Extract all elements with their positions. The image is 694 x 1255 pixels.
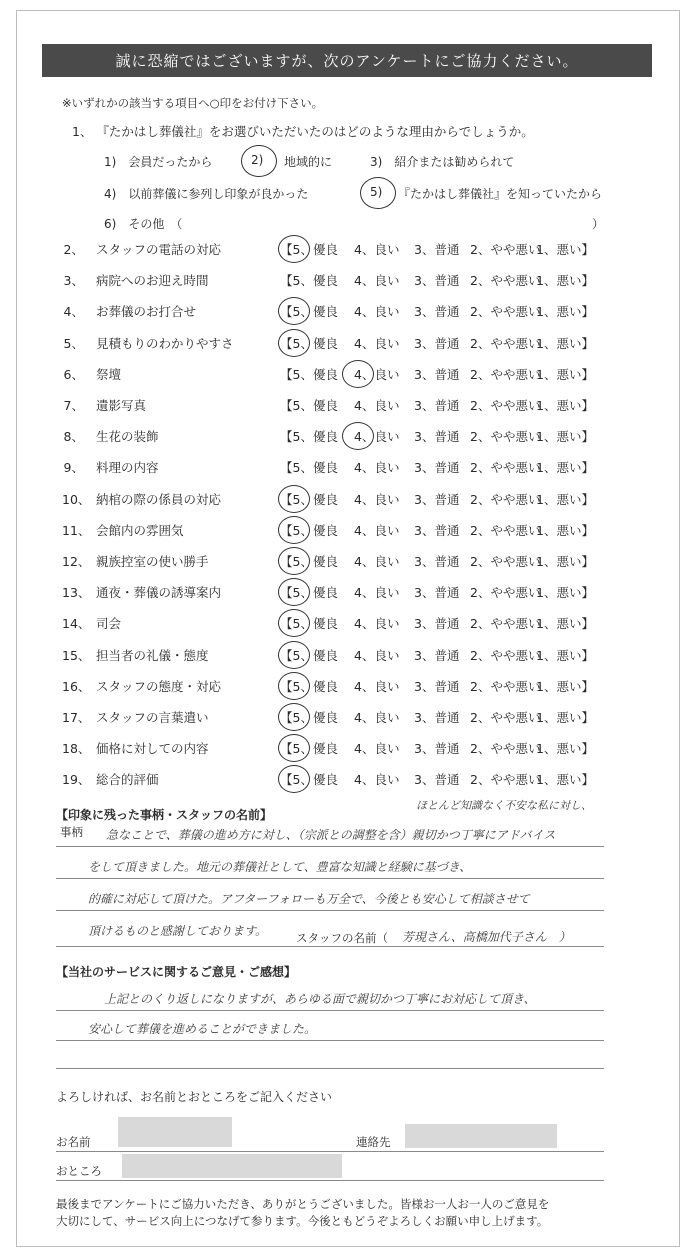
- rating-option[interactable]: 4、良い: [354, 522, 400, 538]
- rating-row-label: 生花の装飾: [96, 429, 159, 445]
- rating-row-number: 11、: [62, 522, 91, 538]
- rating-row-label: 病院へのお迎え時間: [96, 273, 209, 289]
- rating-row-number: 7、: [63, 398, 84, 413]
- rating-row-number: 14、: [62, 616, 91, 632]
- circle-mark: [278, 734, 310, 762]
- writing-line: [56, 1151, 604, 1152]
- rating-row-label: スタッフの電話の対応: [96, 242, 222, 257]
- footer-line-2: 大切にして、サービス向上につなげて参ります。今後ともどうぞよろしくお願い申し上げます。: [56, 1214, 549, 1228]
- rating-option[interactable]: 【5、優良: [280, 522, 338, 538]
- rating-option[interactable]: 3、普通: [414, 678, 460, 694]
- rating-row: [62, 271, 662, 291]
- rating-row: [62, 490, 662, 510]
- rating-option[interactable]: 3、普通: [414, 741, 460, 757]
- rating-option[interactable]: 【5、優良: [280, 710, 338, 725]
- rating-option[interactable]: 1、悪い】: [536, 741, 594, 757]
- rating-option[interactable]: 3、普通: [414, 554, 460, 569]
- rating-option[interactable]: 3、普通: [414, 772, 460, 788]
- circle-mark: [278, 609, 310, 637]
- rating-option[interactable]: 【5、優良: [280, 491, 338, 507]
- rating-option[interactable]: 2、やや悪い: [470, 242, 541, 257]
- impression-sub-label: 事柄: [60, 825, 83, 839]
- rating-option[interactable]: 2、やや悪い: [470, 398, 541, 413]
- impression-line-3: 的確に対応して頂けた。アフターフォローも万全で、今後とも安心して相談させて: [88, 892, 530, 906]
- rating-row-number: 19、: [62, 772, 91, 788]
- rating-row: [62, 458, 662, 478]
- rating-row: [62, 240, 662, 260]
- q1-option-4[interactable]: 4) 以前葬儀に参列し印象が良かった: [104, 187, 309, 201]
- circle-mark: [278, 329, 310, 357]
- rating-row-number: 4、: [63, 304, 84, 320]
- rating-row-label: 料理の内容: [96, 460, 159, 476]
- rating-option[interactable]: 4、良い: [354, 710, 400, 725]
- circle-mark: [278, 765, 310, 793]
- rating-option[interactable]: 2、やや悪い: [470, 304, 541, 320]
- rating-option[interactable]: 【5、優良: [280, 647, 338, 663]
- service-line-2: 安心して葬儀を進めることができました。: [88, 1022, 317, 1036]
- impression-line-2: をして頂きました。地元の葬儀社として、豊富な知識と経験に基づき、: [88, 860, 472, 874]
- circle-mark: [278, 516, 310, 544]
- q1-option-2-circle-mark: [241, 145, 277, 177]
- impression-line-1: 急なことで、葬儀の進め方に対し、（宗派との調整を含）親切かつ丁寧にアドバイス: [106, 828, 556, 842]
- rating-row-number: 8、: [63, 429, 84, 445]
- q1-option-1[interactable]: 1) 会員だったから: [104, 155, 213, 169]
- rating-option[interactable]: 4、良い: [354, 772, 400, 788]
- rating-row-number: 18、: [62, 741, 91, 757]
- rating-option[interactable]: 1、悪い】: [536, 460, 594, 476]
- rating-option[interactable]: 4、良い: [354, 647, 400, 663]
- rating-option[interactable]: 4、良い: [354, 304, 400, 320]
- rating-option[interactable]: 3、普通: [414, 366, 460, 382]
- rating-option[interactable]: 2、やや悪い: [470, 710, 541, 725]
- rating-option[interactable]: 3、普通: [414, 304, 460, 320]
- rating-option[interactable]: 2、やや悪い: [470, 616, 541, 632]
- rating-option[interactable]: 【5、優良: [280, 678, 338, 694]
- q1-option-5-num[interactable]: 5): [370, 185, 383, 199]
- circle-mark: [278, 485, 310, 513]
- rating-option[interactable]: 2、やや悪い: [470, 522, 541, 538]
- rating-row: [62, 365, 662, 385]
- rating-row: [62, 739, 662, 759]
- rating-option[interactable]: 【5、優良: [280, 273, 338, 289]
- rating-option[interactable]: 4、良い: [354, 429, 400, 445]
- q1-option-5-label: 『たかはし葬儀社』を知っていたから: [398, 187, 603, 201]
- q1-option-3[interactable]: 3) 紹介または勧められて: [370, 155, 515, 169]
- rating-option[interactable]: 1、悪い】: [536, 710, 594, 725]
- rating-option[interactable]: 2、やや悪い: [470, 585, 541, 601]
- rating-option[interactable]: 4、良い: [354, 741, 400, 757]
- rating-option[interactable]: 1、悪い】: [536, 366, 594, 382]
- rating-option[interactable]: 1、悪い】: [536, 678, 594, 694]
- circle-mark: [342, 422, 374, 450]
- rating-option[interactable]: 1、悪い】: [536, 522, 594, 538]
- circle-mark: [278, 235, 310, 263]
- rating-option[interactable]: 【5、優良: [280, 772, 338, 788]
- rating-option[interactable]: 3、普通: [414, 585, 460, 601]
- rating-row-label: スタッフの言葉遣い: [96, 710, 209, 725]
- rating-row-number: 6、: [63, 366, 84, 382]
- writing-line: [56, 878, 604, 879]
- writing-line: [56, 1010, 604, 1011]
- rating-row-label: 祭壇: [96, 366, 122, 382]
- rating-row: [62, 334, 662, 354]
- address-label: おところ: [56, 1164, 102, 1178]
- writing-line: [56, 946, 604, 947]
- rating-option[interactable]: 【5、優良: [280, 554, 338, 569]
- rating-row-number: 16、: [62, 678, 91, 694]
- rating-option[interactable]: 4、良い: [354, 242, 400, 257]
- rating-row-number: 12、: [62, 554, 91, 569]
- rating-option[interactable]: 3、普通: [414, 460, 460, 476]
- rating-row: [62, 302, 662, 322]
- rating-option[interactable]: 4、良い: [354, 616, 400, 632]
- rating-option[interactable]: 4、良い: [354, 366, 400, 382]
- rating-option[interactable]: 1、悪い】: [536, 554, 594, 569]
- impression-title: 【印象に残った事柄・スタッフの名前】: [56, 808, 273, 822]
- rating-option[interactable]: 1、悪い】: [536, 772, 594, 788]
- rating-option[interactable]: 4、良い: [354, 554, 400, 569]
- rating-row-number: 2、: [63, 242, 84, 257]
- rating-option[interactable]: 1、悪い】: [536, 647, 594, 663]
- rating-option[interactable]: 1、悪い】: [536, 242, 594, 257]
- writing-line: [56, 910, 604, 911]
- rating-option[interactable]: 1、悪い】: [536, 491, 594, 507]
- staff-name-value[interactable]: 芳現さん、高橋加代子さん ）: [402, 930, 571, 944]
- rating-option[interactable]: 3、普通: [414, 491, 460, 507]
- rating-option[interactable]: 3、普通: [414, 522, 460, 538]
- rating-option[interactable]: 1、悪い】: [536, 429, 594, 445]
- q1-option-5-circle-mark: [360, 177, 396, 209]
- rating-option[interactable]: 1、悪い】: [536, 304, 594, 320]
- rating-option[interactable]: 2、やや悪い: [470, 335, 541, 351]
- rating-option[interactable]: 4、良い: [354, 585, 400, 601]
- rating-option[interactable]: 2、やや悪い: [470, 678, 541, 694]
- impression-line-4: 頂けるものと感謝しております。: [88, 924, 268, 938]
- rating-option[interactable]: 3、普通: [414, 429, 460, 445]
- rating-row-number: 3、: [63, 273, 84, 289]
- rating-row-label: 遺影写真: [96, 398, 147, 413]
- rating-option[interactable]: 4、良い: [354, 460, 400, 476]
- footer-message: [56, 1196, 616, 1230]
- footer-line-1: 最後までアンケートにご協力いただき、ありがとうございました。皆様お一人お一人のご意見を: [56, 1197, 550, 1211]
- survey-header: 誠に恐縮ではございますが、次のアンケートにご協力ください。: [42, 44, 652, 77]
- circle-mark: [342, 360, 374, 388]
- q1-option-6-close: ）: [592, 217, 605, 231]
- instruction-note: ※いずれかの該当する項目へ○印をお付け下さい。: [62, 96, 324, 110]
- address-field-redacted[interactable]: [122, 1154, 342, 1178]
- rating-option[interactable]: 3、普通: [414, 242, 460, 257]
- rating-row: [62, 583, 662, 603]
- q1-option-2-num[interactable]: 2): [251, 153, 264, 167]
- rating-row-label: 見積もりのわかりやすさ: [96, 335, 234, 351]
- rating-row-label: 総合的評価: [96, 772, 159, 788]
- rating-row: [62, 770, 662, 790]
- rating-option[interactable]: 4、良い: [354, 273, 400, 289]
- writing-line: [56, 846, 604, 847]
- rating-option[interactable]: 4、良い: [354, 491, 400, 507]
- rating-option[interactable]: 3、普通: [414, 398, 460, 413]
- rating-option[interactable]: 2、やや悪い: [470, 429, 541, 445]
- rating-option[interactable]: 2、やや悪い: [470, 741, 541, 757]
- rating-option[interactable]: 【5、優良: [280, 335, 338, 351]
- circle-mark: [278, 578, 310, 606]
- rating-option[interactable]: 【5、優良: [280, 304, 338, 320]
- tel-field-redacted[interactable]: [405, 1124, 557, 1148]
- rating-option[interactable]: 2、やや悪い: [470, 647, 541, 663]
- rating-option[interactable]: 2、やや悪い: [470, 460, 541, 476]
- rating-option[interactable]: 1、悪い】: [536, 335, 594, 351]
- rating-option[interactable]: 2、やや悪い: [470, 554, 541, 569]
- q1-option-2-label: 地域的に: [284, 155, 333, 169]
- rating-row-label: 親族控室の使い勝手: [96, 554, 209, 569]
- circle-mark: [278, 672, 310, 700]
- q1-option-6[interactable]: 6) その他 （: [104, 217, 183, 231]
- rating-row-label: お葬儀のお打合せ: [96, 304, 197, 320]
- service-title: 【当社のサービスに関するご意見・ご感想】: [56, 965, 297, 979]
- rating-row-number: 17、: [62, 710, 91, 725]
- rating-row-label: 司会: [96, 616, 122, 632]
- rating-row-label: 通夜・葬儀の誘導案内: [96, 585, 222, 601]
- rating-option[interactable]: 2、やや悪い: [470, 273, 541, 289]
- writing-line: [56, 1068, 604, 1069]
- service-line-1: 上記とのくり返しになりますが、あらゆる面で親切かつ丁寧にお対応して頂き、: [104, 992, 536, 1006]
- impression-handwritten-note: ほとんど知識なく不安な私に対し、: [416, 799, 592, 812]
- writing-line: [56, 1180, 604, 1181]
- rating-option[interactable]: 【5、優良: [280, 616, 338, 632]
- rating-option[interactable]: 3、普通: [414, 710, 460, 725]
- circle-mark: [278, 547, 310, 575]
- rating-row: [62, 427, 662, 447]
- rating-row-label: 会館内の雰囲気: [96, 522, 184, 538]
- rating-option[interactable]: 【5、優良: [280, 398, 338, 413]
- rating-option[interactable]: 1、悪い】: [536, 273, 594, 289]
- name-label: お名前: [56, 1135, 91, 1149]
- rating-option[interactable]: 【5、優良: [280, 585, 338, 601]
- rating-option[interactable]: 1、悪い】: [536, 398, 594, 413]
- rating-row: [62, 708, 662, 728]
- rating-option[interactable]: 2、やや悪い: [470, 366, 541, 382]
- rating-option[interactable]: 【5、優良: [280, 366, 338, 382]
- rating-option[interactable]: 3、普通: [414, 273, 460, 289]
- circle-mark: [278, 641, 310, 669]
- rating-row: [62, 521, 662, 541]
- staff-name-label: スタッフの名前（: [296, 931, 388, 945]
- rating-row: [62, 677, 662, 697]
- tel-label: 連絡先: [356, 1135, 391, 1149]
- rating-row: [62, 646, 662, 666]
- rating-row-label: 納棺の際の係員の対応: [96, 491, 222, 507]
- q1-title: 1、 『たかはし葬儀社』をお選びいただいたのはどのような理由からでしょうか。: [72, 124, 534, 139]
- rating-row-label: 担当者の礼儀・態度: [96, 647, 209, 663]
- rating-row-number: 10、: [62, 491, 91, 507]
- rating-row-label: スタッフの態度・対応: [96, 678, 222, 694]
- rating-row-label: 価格に対しての内容: [96, 741, 209, 757]
- rating-option[interactable]: 3、普通: [414, 647, 460, 663]
- rating-option[interactable]: 3、普通: [414, 335, 460, 351]
- rating-row-number: 15、: [62, 647, 91, 663]
- contact-prompt: よろしければ、お名前とおところをご記入ください: [56, 1090, 333, 1104]
- circle-mark: [278, 297, 310, 325]
- rating-row: [62, 552, 662, 572]
- rating-option[interactable]: 4、良い: [354, 398, 400, 413]
- rating-row-number: 9、: [63, 460, 84, 476]
- rating-option[interactable]: 4、良い: [354, 335, 400, 351]
- rating-option[interactable]: 3、普通: [414, 616, 460, 632]
- rating-row: [62, 396, 662, 416]
- rating-option[interactable]: 2、やや悪い: [470, 491, 541, 507]
- rating-option[interactable]: 【5、優良: [280, 242, 338, 257]
- rating-row-number: 5、: [63, 335, 84, 351]
- rating-row: [62, 614, 662, 634]
- writing-line: [56, 1040, 604, 1041]
- rating-option[interactable]: 1、悪い】: [536, 616, 594, 632]
- rating-row-number: 13、: [62, 585, 91, 601]
- rating-option[interactable]: 4、良い: [354, 678, 400, 694]
- rating-option[interactable]: 1、悪い】: [536, 585, 594, 601]
- rating-option[interactable]: 【5、優良: [280, 460, 338, 476]
- circle-mark: [278, 703, 310, 731]
- name-field-redacted[interactable]: [118, 1117, 232, 1147]
- rating-option[interactable]: 【5、優良: [280, 429, 338, 445]
- rating-option[interactable]: 【5、優良: [280, 741, 338, 757]
- rating-option[interactable]: 2、やや悪い: [470, 772, 541, 788]
